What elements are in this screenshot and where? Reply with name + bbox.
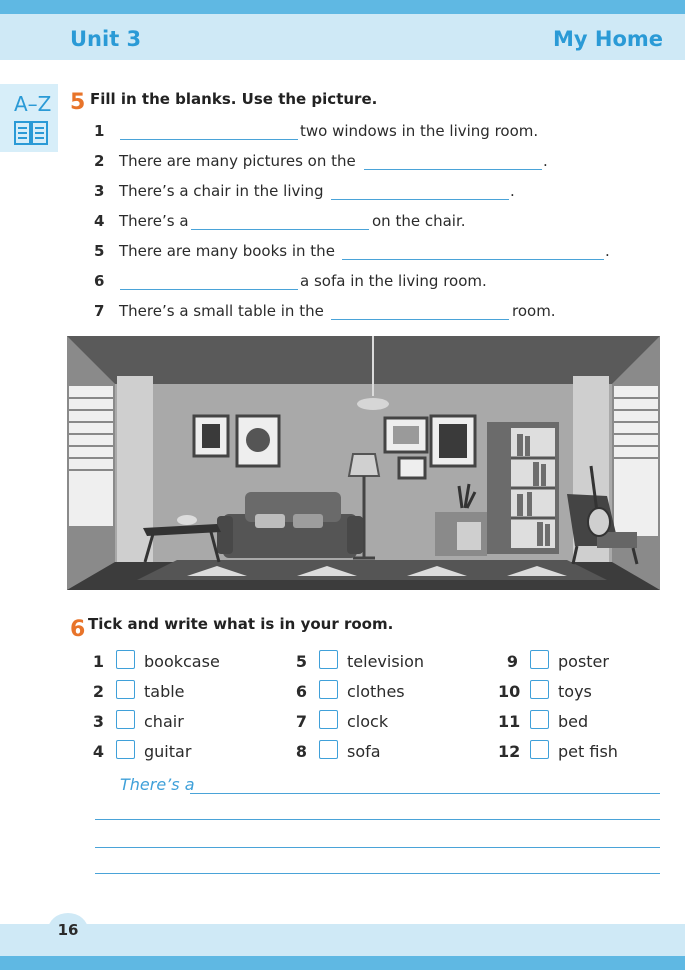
item-number: 5 [94,242,105,260]
living-room-picture [67,336,660,590]
tick-word: bookcase [144,652,220,671]
item-number: 7 [94,302,105,320]
answer-blank[interactable] [331,199,509,200]
sentence-end: a sofa in the living room. [300,272,487,290]
fill-row-4 [94,212,614,234]
fill-row-6 [94,272,614,294]
tick-checkbox[interactable] [319,650,338,669]
tick-word: clothes [347,682,405,701]
az-label: A–Z [14,92,52,116]
answer-blank[interactable] [120,139,298,140]
tick-word: bed [558,712,589,731]
exercise-5-number: 5 [70,90,86,115]
tick-checkbox[interactable] [116,650,135,669]
exercise-6-title: Tick and write what is in your room. [88,615,394,633]
item-number: 7 [295,712,307,731]
item-number: 9 [506,652,518,671]
item-number: 5 [295,652,307,671]
fill-row-1 [94,122,614,144]
exercise-6-number: 6 [70,617,86,642]
header-stripe [0,0,685,14]
tick-word: television [347,652,425,671]
fill-row-7 [94,302,614,324]
sentence-start: There’s a chair in the living [119,182,324,200]
tick-word: clock [347,712,389,731]
tick-checkbox[interactable] [116,680,135,699]
sentence-start: There are many pictures on the [119,152,356,170]
writing-line-4[interactable] [95,873,660,874]
footer-bar [0,924,685,970]
answer-blank[interactable] [191,229,369,230]
writing-prompt: There’s a [120,775,195,794]
tick-checkbox[interactable] [116,710,135,729]
sentence-end: on the chair. [372,212,466,230]
sentence-end: two windows in the living room. [300,122,539,140]
tick-word: chair [144,712,184,731]
tick-checkbox[interactable] [530,650,549,669]
tick-checkbox[interactable] [116,740,135,759]
sentence-start: There’s a small table in the [119,302,324,320]
footer-stripe [0,956,685,970]
sentence-start: There’s a [119,212,189,230]
item-number: 6 [295,682,307,701]
writing-line-2[interactable] [95,819,660,820]
sentence-start: There are many books in the [119,242,335,260]
item-number: 4 [92,742,104,761]
item-number: 4 [94,212,105,230]
answer-blank[interactable] [120,289,298,290]
page-number: 16 [48,913,88,947]
tick-word: poster [558,652,609,671]
tick-word: pet fish [558,742,618,761]
tick-item-7 [287,710,457,732]
tick-item-12 [498,740,648,762]
book-icon [14,120,48,146]
unit-label: Unit 3 [70,27,142,51]
tick-checkbox[interactable] [530,710,549,729]
item-number: 3 [92,712,104,731]
page-title: My Home [552,27,663,51]
item-number: 12 [498,742,521,761]
item-number: 3 [94,182,105,200]
tick-item-10 [498,680,648,702]
tick-item-11 [498,710,648,732]
tick-item-6 [287,680,457,702]
tick-item-3 [84,710,244,732]
item-number: 8 [295,742,307,761]
item-number: 11 [498,712,521,731]
tick-checkbox[interactable] [319,680,338,699]
item-number: 6 [94,272,105,290]
tick-checkbox[interactable] [530,740,549,759]
tick-checkbox[interactable] [319,740,338,759]
exercise-5-title: Fill in the blanks. Use the picture. [90,90,378,108]
item-number: 1 [94,122,105,140]
answer-blank[interactable] [342,259,604,260]
tick-item-9 [498,650,648,672]
sentence-end: room. [512,302,556,320]
answer-blank[interactable] [364,169,542,170]
writing-line-1[interactable] [190,793,660,794]
tick-item-8 [287,740,457,762]
tick-word: toys [558,682,592,701]
item-number: 2 [94,152,105,170]
answer-blank[interactable] [331,319,509,320]
item-number: 2 [92,682,104,701]
tick-word: guitar [144,742,192,761]
item-number: 10 [498,682,521,701]
tick-item-4 [84,740,244,762]
fill-row-2 [94,152,614,174]
sentence-end: . [543,152,548,170]
item-number: 1 [92,652,104,671]
tick-item-1 [84,650,244,672]
tick-checkbox[interactable] [530,680,549,699]
fill-row-5 [94,242,614,264]
tick-checkbox[interactable] [319,710,338,729]
sentence-end: . [510,182,515,200]
sentence-end: . [605,242,610,260]
fill-row-3 [94,182,614,204]
tick-item-5 [287,650,457,672]
tick-word: sofa [347,742,381,761]
tick-word: table [144,682,185,701]
tick-item-2 [84,680,244,702]
writing-line-3[interactable] [95,847,660,848]
